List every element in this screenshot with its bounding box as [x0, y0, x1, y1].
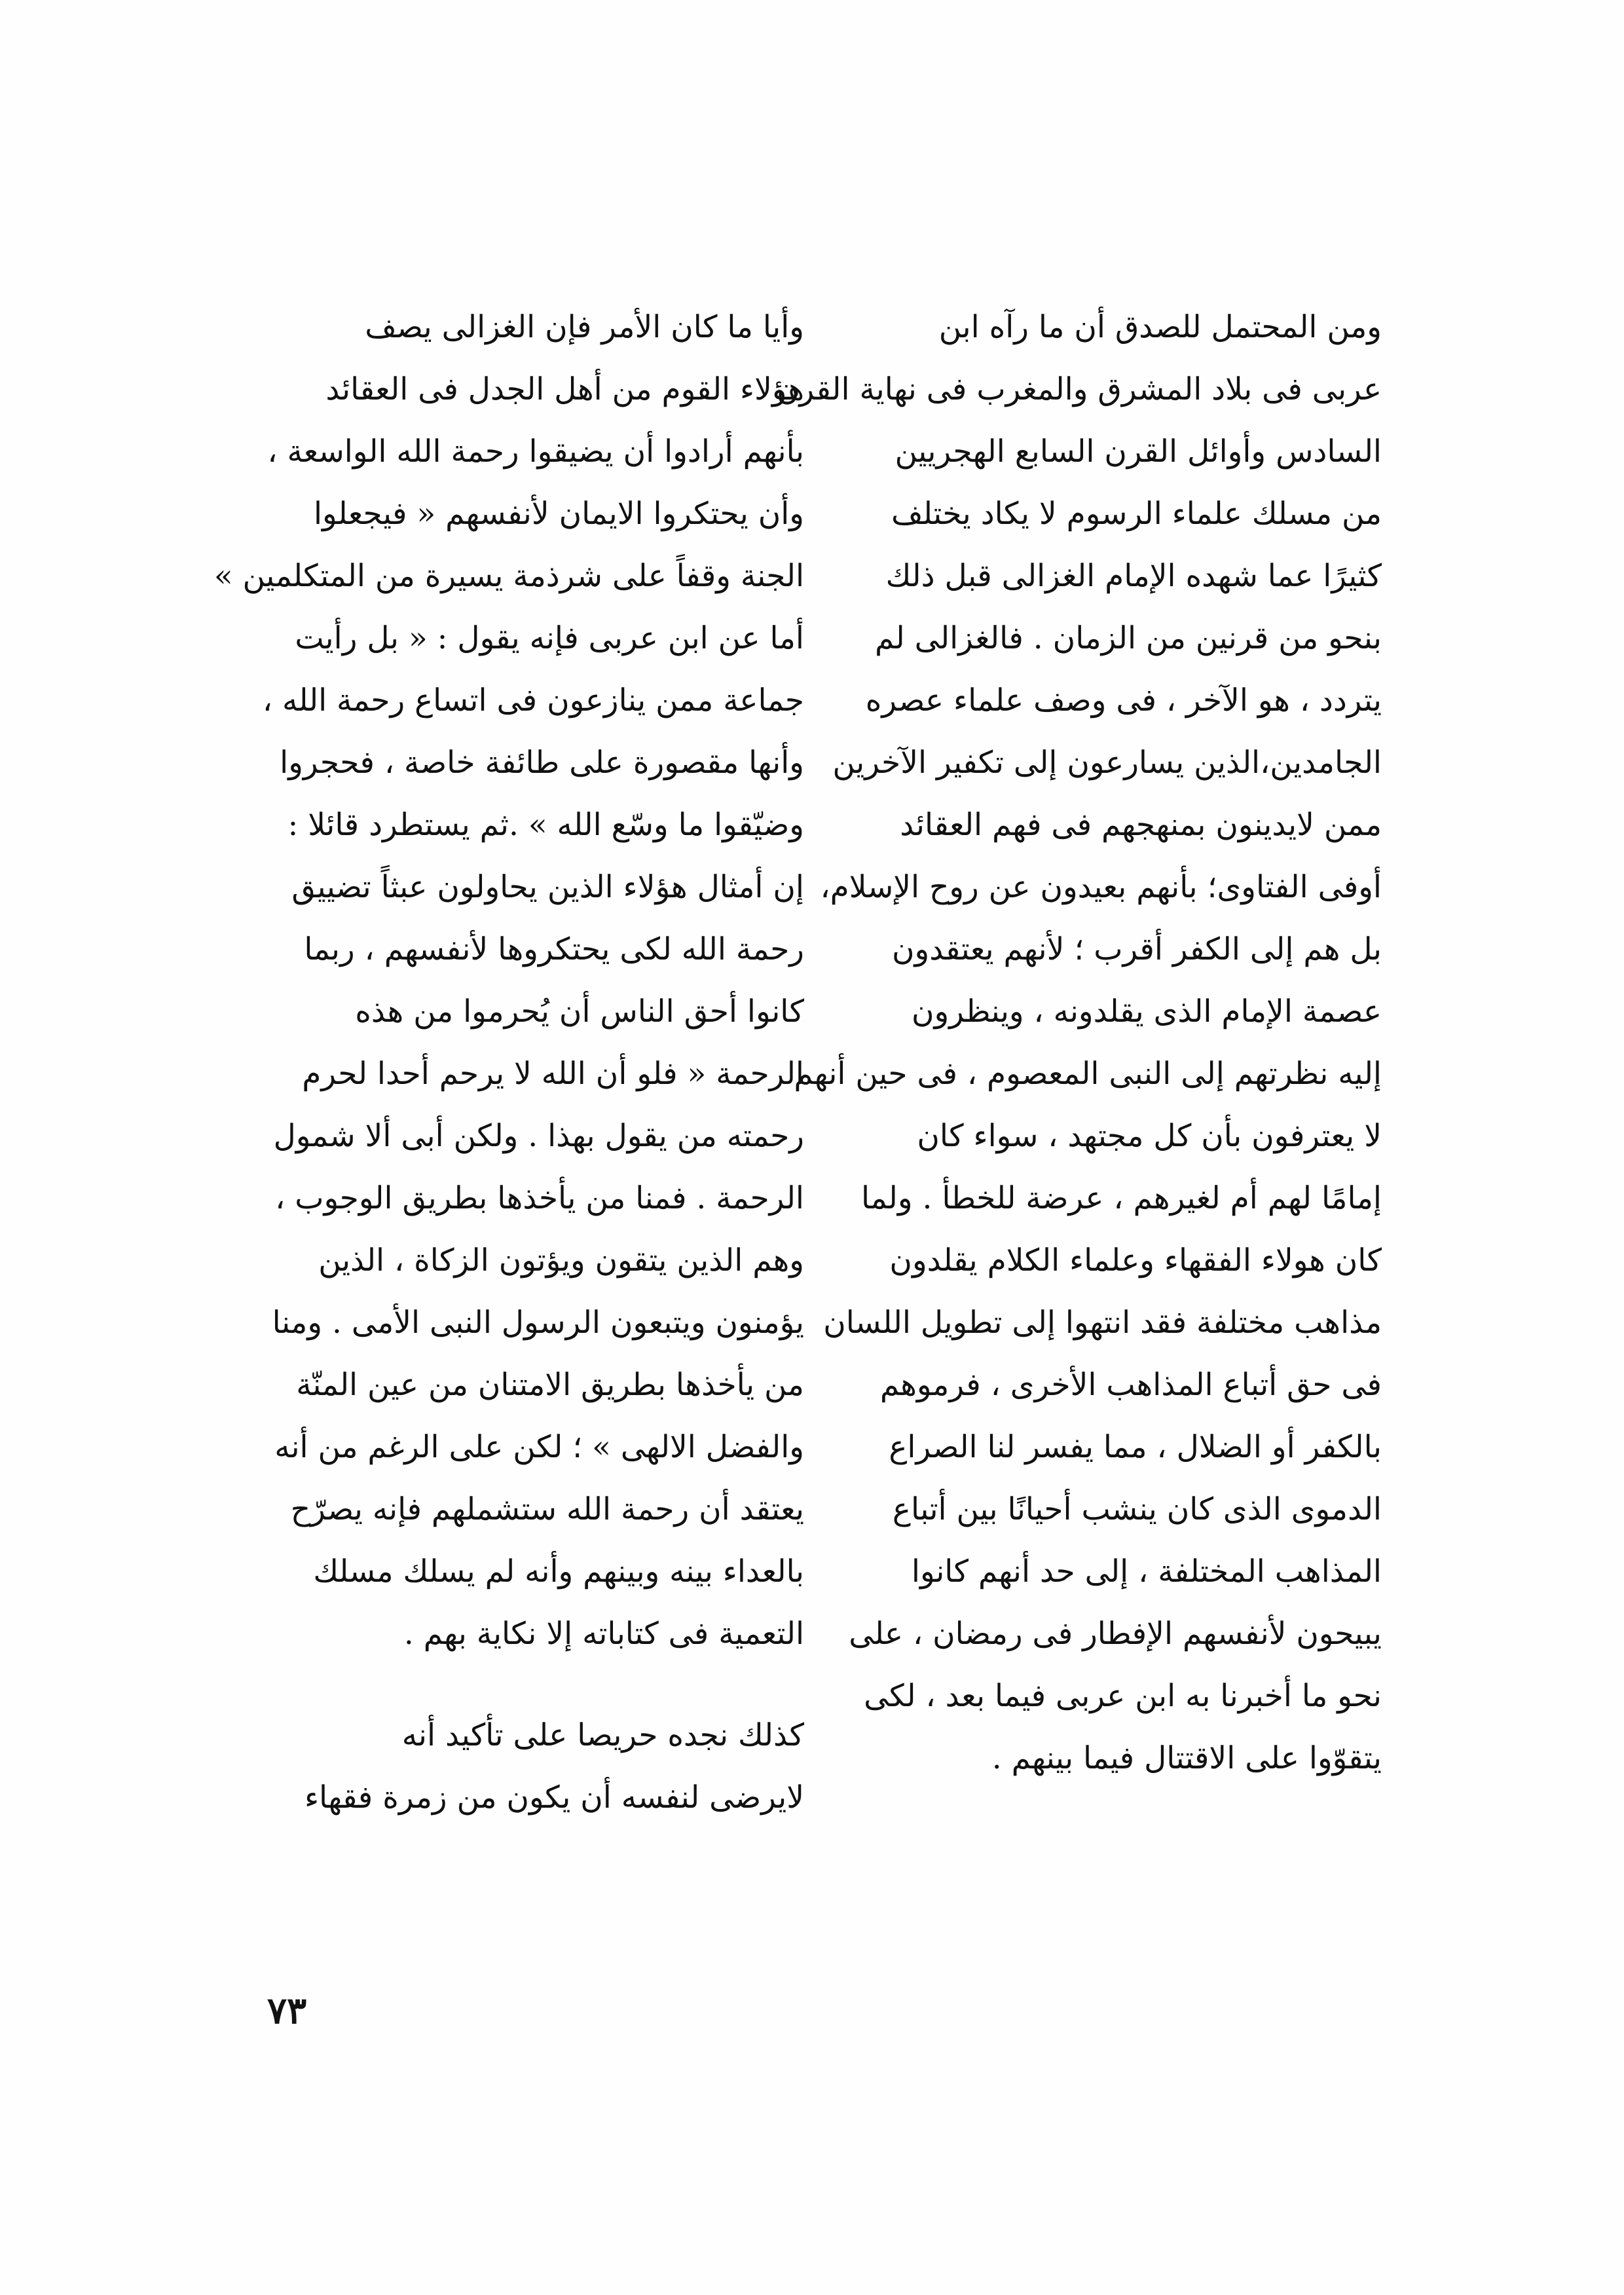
text-line: من مسلك علماء الرسوم لا يكاد يختلف	[891, 496, 1382, 532]
text-line: عربى فى بلاد المشرق والمغرب فى نهاية القرن	[776, 371, 1382, 407]
right-text-column	[776, 296, 1382, 1789]
text-line: الجامدين،الذين يسارعون إلى تكفير الآخرين	[832, 745, 1382, 781]
text-line: يتردد ، هو الآخر ، فى وصف علماء عصره	[865, 682, 1382, 718]
text-line: من يأخذها بطريق الامتنان من عين المنّة	[296, 1367, 804, 1403]
text-line: فى حق أتباع المذاهب الأخرى ، فرموهم	[879, 1367, 1382, 1403]
left-text-column	[213, 296, 804, 1829]
text-line: رحمته من يقول بهذا . ولكن أبى ألا شمول	[273, 1118, 804, 1154]
text-line: عصمة الإمام الذى يقلدونه ، وينظرون	[911, 994, 1382, 1030]
text-line: إليه نظرتهم إلى النبى المعصوم ، فى حين أنهم	[794, 1056, 1382, 1092]
text-line: مذاهب مختلفة فقد انتهوا إلى تطويل اللسان	[823, 1305, 1382, 1341]
text-line: كان هولاء الفقهاء وعلماء الكلام يقلدون	[889, 1242, 1382, 1278]
text-line: يتقوّوا على الاقتتال فيما بينهم .	[991, 1740, 1382, 1776]
text-line: التعمية فى كتاباته إلا نكاية بهم .	[403, 1616, 804, 1652]
text-line: أوفى الفتاوى؛ بأنهم بعيدون عن روح الإسلام،	[820, 869, 1382, 905]
page-number: ٧٣	[267, 1989, 307, 2032]
text-line: يؤمنون ويتبعون الرسول النبى الأمى . ومنا	[272, 1305, 804, 1341]
text-line: يبيحون لأنفسهم الإفطار فى رمضان ، على	[849, 1616, 1382, 1652]
text-line: إن أمثال هؤلاء الذين يحاولون عبثاً تضييق	[291, 869, 804, 905]
text-line: لا يعترفون بأن كل مجتهد ، سواء كان	[917, 1118, 1382, 1154]
text-line: كذلك نجده حريصا على تأكيد أنه	[401, 1717, 804, 1753]
text-line: وضيّقوا ما وسّع الله » .ثم يستطرد قائلا :	[287, 807, 804, 843]
text-line: أما عن ابن عربى فإنه يقول : « بل رأيت	[295, 620, 804, 656]
text-line: جماعة ممن ينازعون فى اتساع رحمة الله ،	[262, 682, 804, 718]
text-line: كثيرًا عما شهده الإمام الغزالى قبل ذلك	[885, 558, 1382, 594]
text-line: ممن لايدينون بمنهجهم فى فهم العقائد	[900, 807, 1382, 843]
text-line: يعتقد أن رحمة الله ستشملهم فإنه يصرّح	[290, 1491, 804, 1527]
text-line: هؤلاء القوم من أهل الجدل فى العقائد	[325, 371, 804, 407]
text-line: بأنهم أرادوا أن يضيقوا رحمة الله الواسعة ،	[267, 434, 804, 470]
text-line: بالعداء بينه وبينهم وأنه لم يسلك مسلك	[313, 1554, 804, 1590]
text-line: إمامًا لهم أم لغيرهم ، عرضة للخطأ . ولما	[861, 1180, 1382, 1216]
text-line: بالكفر أو الضلال ، مما يفسر لنا الصراع	[889, 1429, 1382, 1465]
text-line: بنحو من قرنين من الزمان . فالغزالى لم	[875, 620, 1382, 656]
text-line: رحمة الله لكى يحتكروها لأنفسهم ، ربما	[304, 931, 804, 967]
text-line: كانوا أحق الناس أن يُحرموا من هذه	[355, 994, 804, 1030]
text-line: الرحمة . فمنا من يأخذها بطريق الوجوب ،	[275, 1180, 804, 1216]
text-line: والفضل الالهى » ؛ لكن على الرغم من أنه	[274, 1429, 804, 1465]
text-line: وأن يحتكروا الايمان لأنفسهم « فيجعلوا	[313, 496, 804, 532]
text-line: بل هم إلى الكفر أقرب ؛ لأنهم يعتقدون	[892, 931, 1382, 967]
text-line: لايرضى لنفسه أن يكون من زمرة فقهاء	[304, 1780, 804, 1816]
text-line: وهم الذين يتقون ويؤتون الزكاة ، الذين	[318, 1242, 804, 1278]
text-line: المذاهب المختلفة ، إلى حد أنهم كانوا	[911, 1554, 1382, 1590]
text-line: وأنها مقصورة على طائفة خاصة ، فحجروا	[280, 745, 804, 781]
text-line: الجنة وقفاً على شرذمة يسيرة من المتكلمين »	[213, 558, 804, 594]
text-line: الدموى الذى كان ينشب أحيانًا بين أتباع	[892, 1491, 1382, 1527]
text-line: وأيا ما كان الأمر فإن الغزالى يصف	[365, 309, 804, 345]
text-line: ومن المحتمل للصدق أن ما رآه ابن	[938, 309, 1382, 345]
text-line: السادس وأوائل القرن السابع الهجريين	[895, 434, 1382, 470]
text-line: الرحمة « فلو أن الله لا يرحم أحدا لحرم	[302, 1056, 804, 1092]
text-line: نحو ما أخبرنا به ابن عربى فيما بعد ، لكى	[864, 1678, 1382, 1714]
